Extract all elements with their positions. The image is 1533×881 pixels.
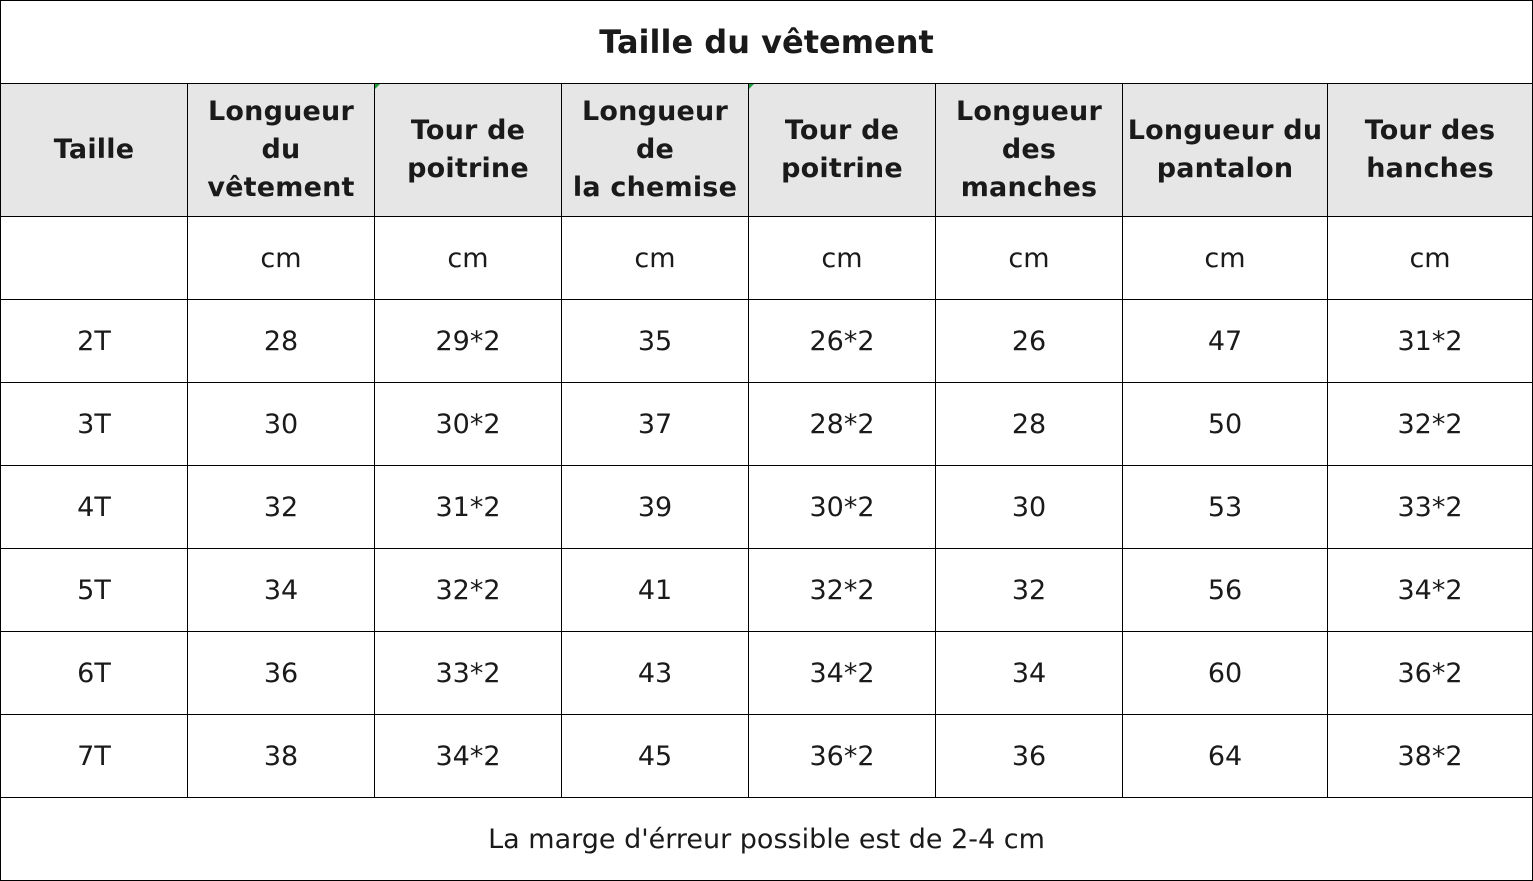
size-label: 7T	[1, 715, 188, 798]
unit-cell	[1, 217, 188, 300]
table-row	[1, 383, 1533, 466]
table-cell: 31*2	[1328, 300, 1533, 383]
table-cell: 34*2	[375, 715, 562, 798]
table-cell: 36*2	[749, 715, 936, 798]
table-cell: 30	[936, 466, 1123, 549]
size-label: 5T	[1, 549, 188, 632]
table-cell: 30	[188, 383, 375, 466]
table-cell: 53	[1123, 466, 1328, 549]
unit-cell: cm	[749, 217, 936, 300]
table-row	[1, 549, 1533, 632]
table-cell: 34	[936, 632, 1123, 715]
cell-comment-marker	[749, 84, 754, 89]
header-line: poitrine	[407, 153, 529, 184]
table-cell: 38	[188, 715, 375, 798]
header-tour-poitrine-2	[749, 84, 936, 217]
header-tour-hanches	[1328, 84, 1533, 217]
table-cell: 30*2	[375, 383, 562, 466]
table-cell: 32*2	[1328, 383, 1533, 466]
unit-cell: cm	[936, 217, 1123, 300]
header-longueur-chemise	[562, 84, 749, 217]
header-line: Longueur de	[582, 96, 728, 165]
table-cell: 26	[936, 300, 1123, 383]
units-row	[1, 217, 1533, 300]
table-cell: 36	[188, 632, 375, 715]
error-margin-note: La marge d'érreur possible est de 2-4 cm	[1, 798, 1533, 881]
table-cell: 50	[1123, 383, 1328, 466]
header-row	[1, 84, 1533, 217]
header-line: Tour des	[1364, 115, 1496, 146]
unit-cell: cm	[1328, 217, 1533, 300]
table-cell: 26*2	[749, 300, 936, 383]
table-row	[1, 300, 1533, 383]
table-cell: 28	[188, 300, 375, 383]
table-cell: 28*2	[749, 383, 936, 466]
header-tour-poitrine-1	[375, 84, 562, 217]
header-taille	[1, 84, 188, 217]
size-label: 4T	[1, 466, 188, 549]
unit-cell: cm	[1123, 217, 1328, 300]
table-cell: 41	[562, 549, 749, 632]
table-cell: 45	[562, 715, 749, 798]
header-longueur-pantalon	[1123, 84, 1328, 217]
table-cell: 60	[1123, 632, 1328, 715]
table-cell: 43	[562, 632, 749, 715]
table-cell: 32*2	[749, 549, 936, 632]
table-row	[1, 632, 1533, 715]
header-line: Tour de	[410, 115, 526, 146]
table-cell: 33*2	[375, 632, 562, 715]
table-cell: 31*2	[375, 466, 562, 549]
table-cell: 30*2	[749, 466, 936, 549]
header-longueur-vetement	[188, 84, 375, 217]
header-line: hanches	[1366, 153, 1494, 184]
table-row	[1, 715, 1533, 798]
header-longueur-manches	[936, 84, 1123, 217]
table-cell: 36*2	[1328, 632, 1533, 715]
table-cell: 34*2	[1328, 549, 1533, 632]
header-line: des manches	[960, 134, 1098, 203]
table-cell: 64	[1123, 715, 1328, 798]
table-cell: 38*2	[1328, 715, 1533, 798]
header-line: pantalon	[1156, 153, 1294, 184]
header-line: Longueur du	[208, 96, 354, 165]
unit-cell: cm	[375, 217, 562, 300]
table-cell: 29*2	[375, 300, 562, 383]
table-cell: 32*2	[375, 549, 562, 632]
header-line: la chemise	[572, 172, 738, 203]
table-cell: 56	[1123, 549, 1328, 632]
size-label: 6T	[1, 632, 188, 715]
table-cell: 35	[562, 300, 749, 383]
cell-comment-marker	[375, 84, 380, 89]
header-line: Longueur du	[1127, 115, 1323, 146]
header-line: poitrine	[781, 153, 903, 184]
header-line: Tour de	[784, 115, 900, 146]
table-cell: 37	[562, 383, 749, 466]
table-cell: 33*2	[1328, 466, 1533, 549]
unit-cell: cm	[562, 217, 749, 300]
note-row	[1, 798, 1533, 881]
table-cell: 47	[1123, 300, 1328, 383]
table-row	[1, 466, 1533, 549]
size-label: 2T	[1, 300, 188, 383]
table-cell: 34	[188, 549, 375, 632]
table-cell: 36	[936, 715, 1123, 798]
table-title: Taille du vêtement	[1, 1, 1533, 84]
header-line: Longueur	[956, 96, 1102, 127]
header-line: vêtement	[207, 172, 355, 203]
table-cell: 34*2	[749, 632, 936, 715]
title-row	[1, 1, 1533, 84]
unit-cell: cm	[188, 217, 375, 300]
table-cell: 32	[188, 466, 375, 549]
table-cell: 32	[936, 549, 1123, 632]
table-cell: 28	[936, 383, 1123, 466]
table-cell: 39	[562, 466, 749, 549]
size-label: 3T	[1, 383, 188, 466]
header-line: Taille	[53, 134, 135, 165]
